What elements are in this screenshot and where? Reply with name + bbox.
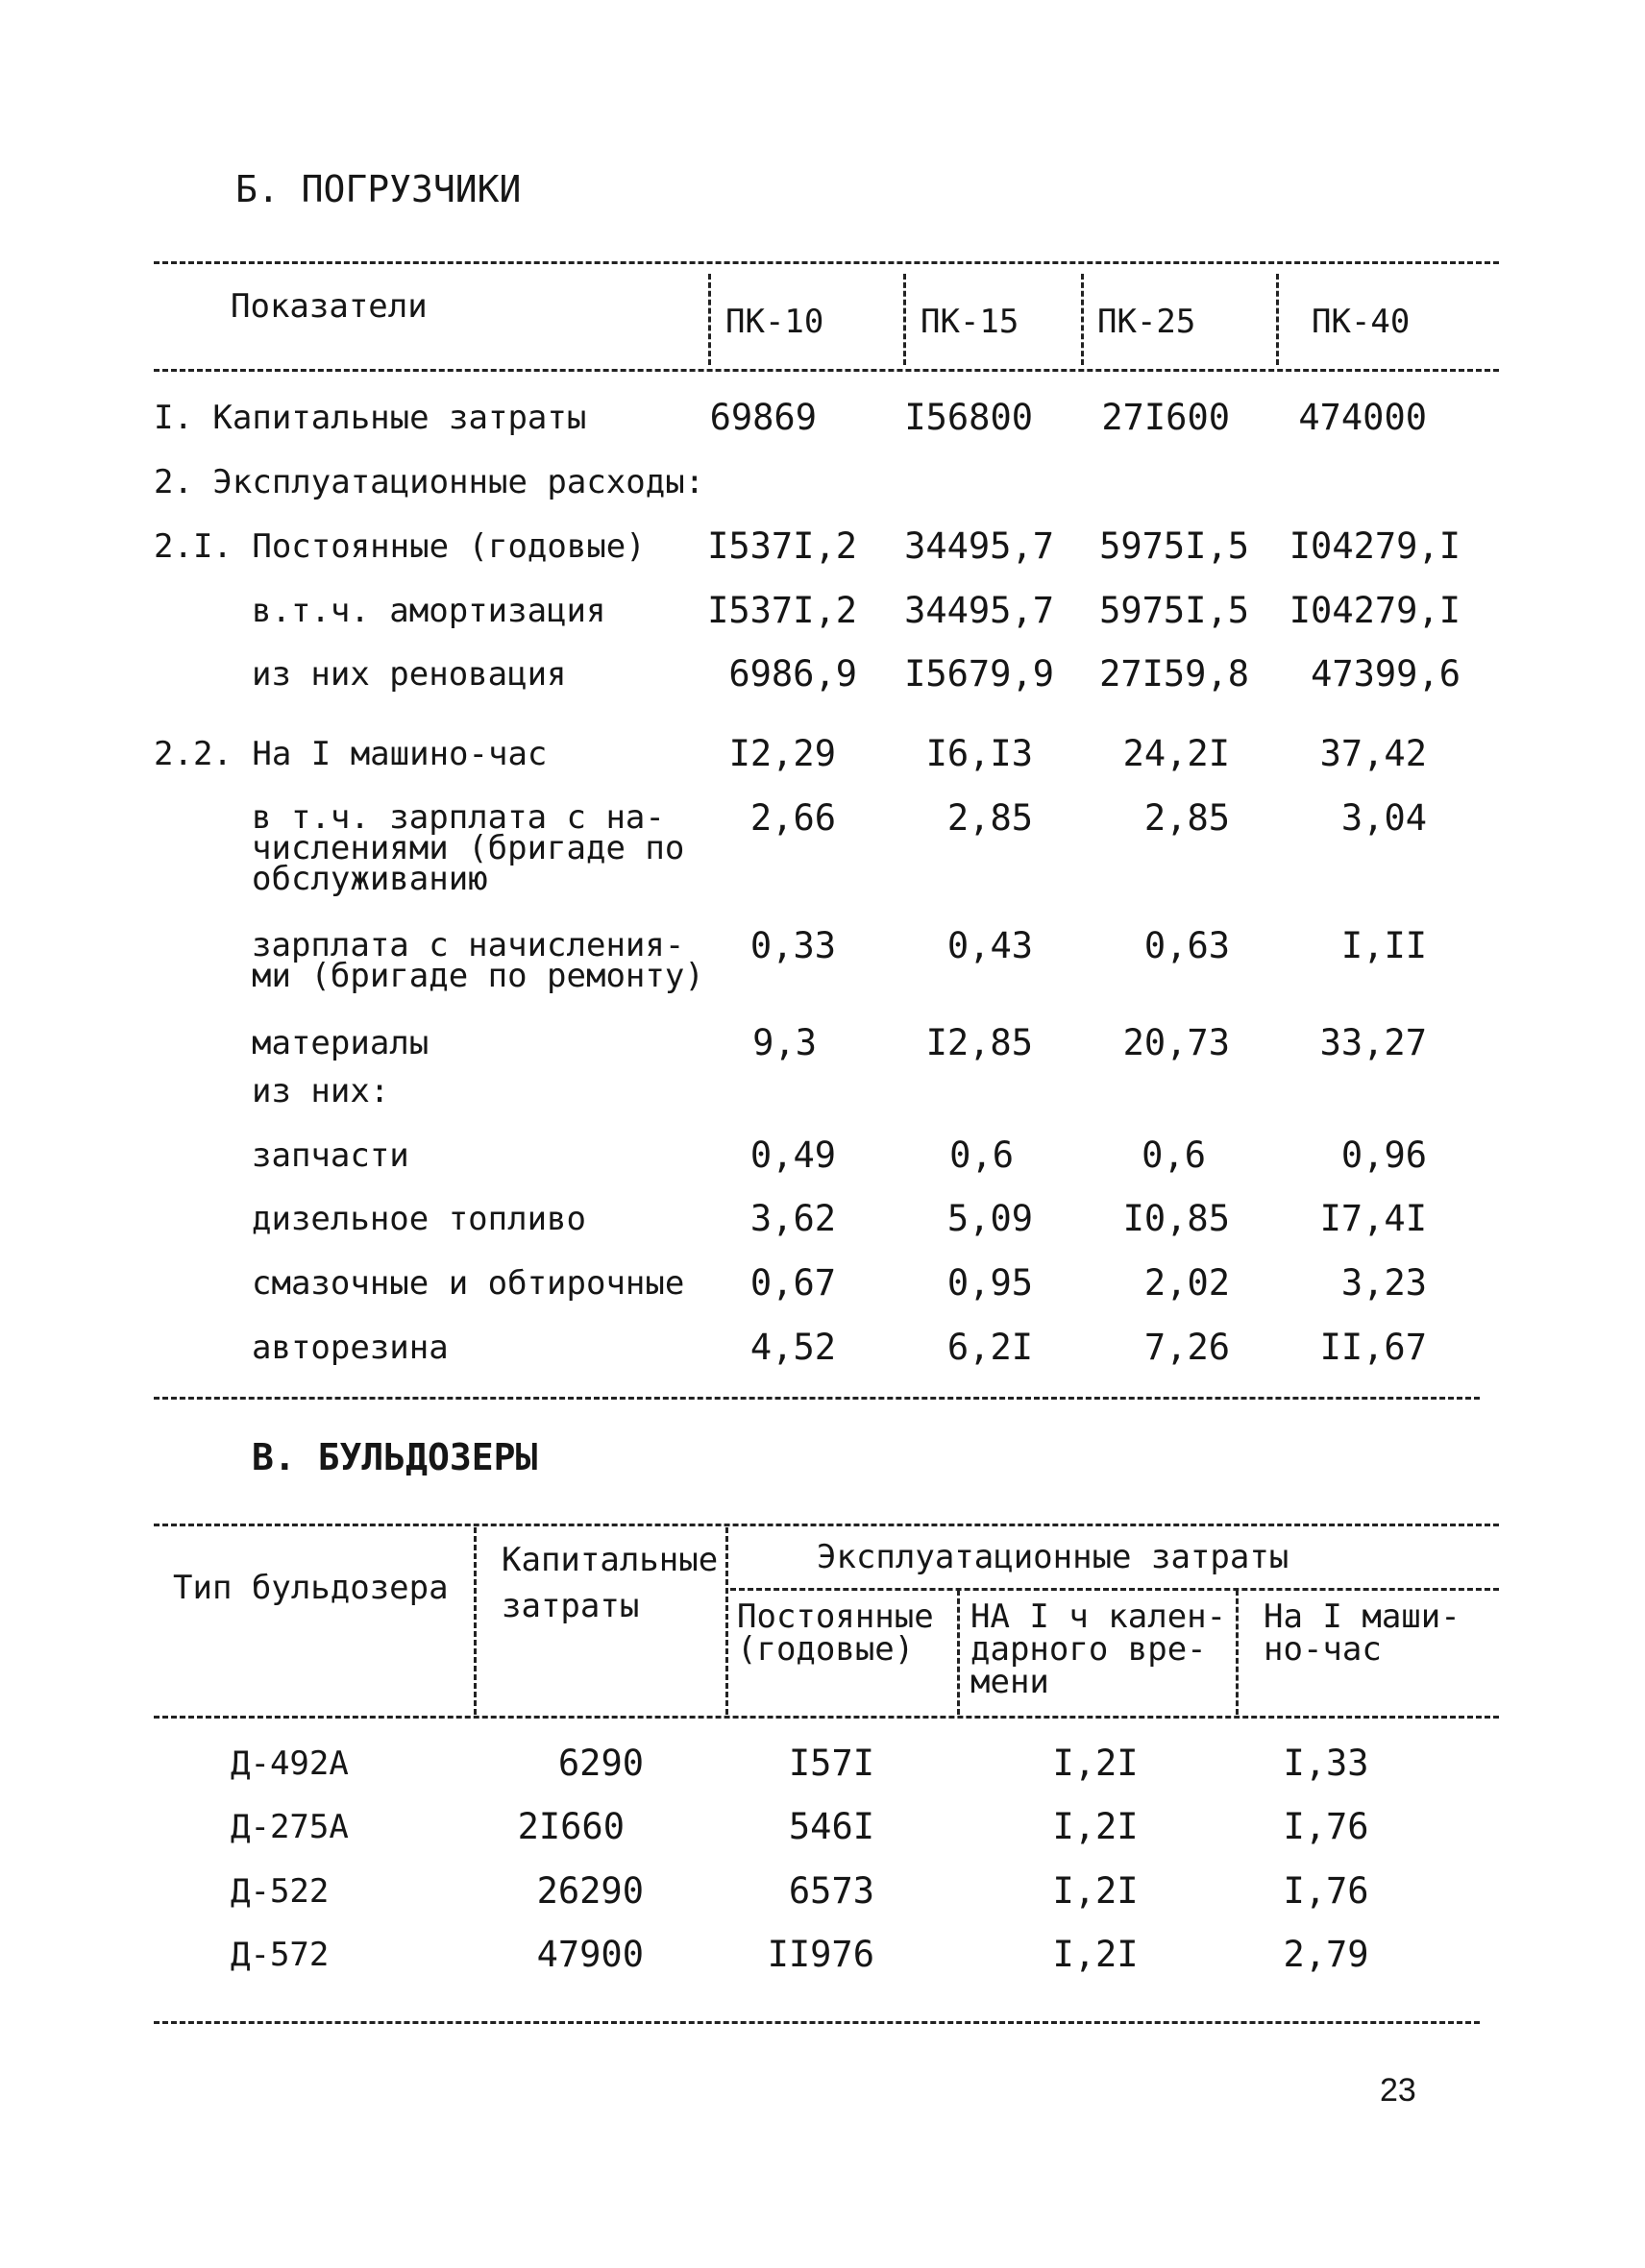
- table-b-cell: 5975I,5: [1099, 590, 1249, 631]
- table-v-top-rule: [154, 1524, 1499, 1526]
- table-b-cell: 7,26: [1143, 1327, 1230, 1368]
- table-b-cell: 0,6: [949, 1134, 1014, 1176]
- table-b-cell: 27I59,8: [1099, 653, 1249, 695]
- table-b-header-rule: [154, 369, 1499, 372]
- table-b-cell: II,67: [1319, 1327, 1427, 1368]
- table-v-cell: I,33: [1283, 1743, 1369, 1784]
- table-b-cell: 47399,6: [1311, 653, 1461, 695]
- table-v-cell: 546I: [788, 1806, 874, 1847]
- table-b-cell: 0,96: [1340, 1134, 1427, 1176]
- table-v-col-divider: [474, 1527, 477, 1715]
- table-b-cell: I04279,I: [1289, 590, 1461, 631]
- table-b-top-rule: [154, 261, 1499, 264]
- table-b-cell: 0,43: [946, 925, 1033, 966]
- table-b-cell: I537I,2: [707, 590, 857, 631]
- table-b-row-label: 2.2. На I машино-час: [154, 735, 548, 773]
- table-b-cell: 34495,7: [904, 525, 1054, 567]
- table-b-row-label: в.т.ч. амортизация: [252, 592, 606, 630]
- table-b-cell: I5679,9: [904, 653, 1054, 695]
- table-b-cell: 3,62: [749, 1198, 836, 1239]
- table-b-cell: 0,33: [749, 925, 836, 966]
- table-b-row-label: 2.I. Постоянные (годовые): [154, 527, 646, 566]
- table-b-header-pk25: ПК-25: [1097, 303, 1196, 341]
- table-b-cell: I2,29: [728, 733, 836, 774]
- table-b-row-label: запчасти: [252, 1136, 409, 1175]
- table-b-cell: I56800: [904, 397, 1033, 438]
- table-v-cell: 26290: [536, 1870, 644, 1912]
- table-b-cell: 27I600: [1101, 397, 1230, 438]
- table-b-cell: 33,27: [1319, 1022, 1427, 1063]
- table-b-col-divider: [1276, 274, 1279, 365]
- table-b-cell: I7,4I: [1319, 1198, 1427, 1239]
- table-b-bottom-rule: [154, 1397, 1480, 1400]
- table-v-cell: I,2I: [1052, 1806, 1139, 1847]
- table-b-cell: 2,66: [749, 797, 836, 839]
- table-v-cell: I,76: [1283, 1870, 1369, 1912]
- table-b-cell: 0,49: [749, 1134, 836, 1176]
- table-b-header-pk40: ПК-40: [1312, 303, 1411, 341]
- table-b-cell: 20,73: [1122, 1022, 1230, 1063]
- table-b-cell: 3,04: [1340, 797, 1427, 839]
- table-b-cell: 2,85: [946, 797, 1033, 839]
- table-v-header-rule: [154, 1716, 1499, 1719]
- table-b-cell: 474000: [1298, 397, 1427, 438]
- table-b-cell: 2,02: [1143, 1262, 1230, 1304]
- section-b-title: Б. ПОГРУЗЧИКИ: [235, 168, 522, 210]
- table-v-bottom-rule: [154, 2021, 1480, 2024]
- table-v-header-exploitation: Эксплуатационные затраты: [817, 1538, 1289, 1576]
- table-b-cell: 2,85: [1143, 797, 1230, 839]
- table-v-cell: I,2I: [1052, 1870, 1139, 1912]
- table-b-cell: 5,09: [946, 1198, 1033, 1239]
- table-v-row-type: Д-572: [231, 1936, 330, 1974]
- table-v-cell: I,2I: [1052, 1743, 1139, 1784]
- table-v-header-per-machine-hour: На I маши- но-час: [1264, 1597, 1461, 1669]
- table-b-cell: 9,3: [752, 1022, 817, 1063]
- table-b-col-divider: [708, 274, 711, 365]
- table-v-subheader-rule: [730, 1588, 1499, 1591]
- table-v-col-divider: [957, 1590, 960, 1715]
- table-v-header-type: Тип бульдозера: [173, 1569, 449, 1607]
- table-b-cell: I,II: [1340, 925, 1427, 966]
- table-b-cell: 5975I,5: [1099, 525, 1249, 567]
- table-b-row-label: из них реновация: [252, 655, 567, 694]
- table-b-cell: 0,95: [946, 1262, 1033, 1304]
- table-v-cell: I,2I: [1052, 1934, 1139, 1975]
- table-b-row-label: дизельное топливо: [252, 1200, 586, 1238]
- table-b-cell: 3,23: [1340, 1262, 1427, 1304]
- table-v-cell: 6290: [557, 1743, 644, 1784]
- table-b-cell: 4,52: [749, 1327, 836, 1368]
- table-v-cell: 47900: [536, 1934, 644, 1975]
- table-b-cell: I6,I3: [925, 733, 1033, 774]
- table-v-row-type: Д-522: [231, 1872, 330, 1911]
- table-v-col-divider: [1236, 1590, 1239, 1715]
- page-number: 23: [1380, 2072, 1416, 2109]
- table-v-row-type: Д-275А: [231, 1808, 349, 1846]
- table-b-cell: I0,85: [1122, 1198, 1230, 1239]
- table-b-cell: 34495,7: [904, 590, 1054, 631]
- table-v-cell: 2I660: [517, 1806, 625, 1847]
- table-b-row-label: 2. Эксплуатационные расходы:: [154, 463, 705, 501]
- table-b-cell: I537I,2: [707, 525, 857, 567]
- table-v-cell: I57I: [788, 1743, 874, 1784]
- table-b-row-label: I. Капитальные затраты: [154, 399, 587, 437]
- table-v-row-type: Д-492А: [231, 1744, 349, 1783]
- table-b-cell: I04279,I: [1289, 525, 1461, 567]
- table-b-cell: 37,42: [1319, 733, 1427, 774]
- table-b-cell: 0,6: [1142, 1134, 1206, 1176]
- table-b-row-label: в т.ч. зарплата с на- числениями (бригаде по обслуживанию: [252, 798, 685, 898]
- table-b-row-label: смазочные и обтирочные: [252, 1264, 685, 1303]
- table-b-header-pk10: ПК-10: [725, 303, 824, 341]
- section-v-title: В. БУЛЬДОЗЕРЫ: [252, 1436, 538, 1478]
- table-v-col-divider: [725, 1527, 728, 1715]
- table-b-cell: 0,63: [1143, 925, 1230, 966]
- table-b-header-indicators: Показатели: [231, 287, 428, 326]
- table-b-col-divider: [1081, 274, 1084, 365]
- table-b-row-label: материалы: [252, 1024, 430, 1062]
- table-b-row-label: авторезина: [252, 1329, 449, 1367]
- table-b-cell: 24,2I: [1122, 733, 1230, 774]
- table-v-header-capital: Капитальные затраты: [502, 1541, 719, 1625]
- table-v-cell: 2,79: [1283, 1934, 1369, 1975]
- table-v-cell: II976: [767, 1934, 874, 1975]
- table-b-row-label: из них:: [252, 1072, 390, 1110]
- table-b-col-divider: [903, 274, 906, 365]
- table-b-cell: 69869: [709, 397, 817, 438]
- table-v-header-constant: Постоянные (годовые): [737, 1597, 934, 1669]
- table-b-row-label: зарплата с начисления- ми (бригаде по ремонту): [252, 926, 704, 995]
- table-b-cell: 0,67: [749, 1262, 836, 1304]
- table-v-header-per-calendar-hour: НА I ч кален- дарного вре- мени: [970, 1597, 1227, 1701]
- table-b-cell: 6,2I: [946, 1327, 1033, 1368]
- table-b-cell: I2,85: [925, 1022, 1033, 1063]
- table-v-cell: I,76: [1283, 1806, 1369, 1847]
- table-v-cell: 6573: [788, 1870, 874, 1912]
- table-b-header-pk15: ПК-15: [921, 303, 1019, 341]
- table-b-cell: 6986,9: [728, 653, 857, 695]
